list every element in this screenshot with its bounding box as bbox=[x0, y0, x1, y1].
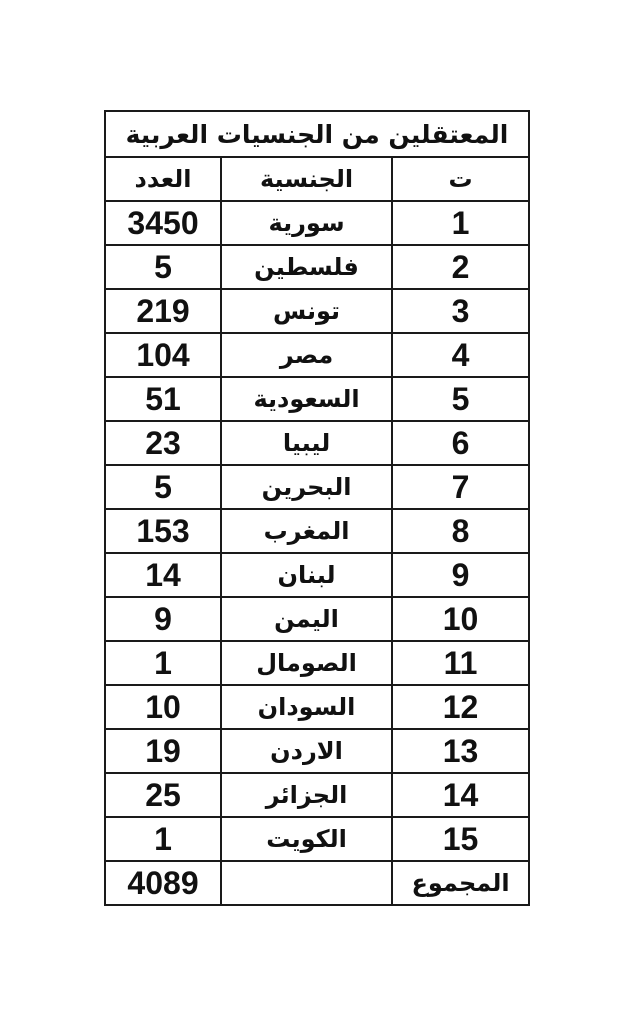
header-nationality: الجنسية bbox=[221, 157, 392, 201]
row-nationality: الجزائر bbox=[221, 773, 392, 817]
row-index: 7 bbox=[392, 465, 529, 509]
row-count: 23 bbox=[105, 421, 221, 465]
row-nationality: الاردن bbox=[221, 729, 392, 773]
total-nationality bbox=[221, 861, 392, 905]
document-sheet bbox=[104, 110, 528, 906]
header-row bbox=[105, 157, 529, 201]
row-nationality: ليبيا bbox=[221, 421, 392, 465]
row-nationality: السعودية bbox=[221, 377, 392, 421]
table-row bbox=[105, 641, 529, 685]
row-index: 5 bbox=[392, 377, 529, 421]
row-index: 8 bbox=[392, 509, 529, 553]
row-index: 1 bbox=[392, 201, 529, 245]
row-count: 3450 bbox=[105, 201, 221, 245]
table-row bbox=[105, 289, 529, 333]
row-nationality: الصومال bbox=[221, 641, 392, 685]
row-index: 10 bbox=[392, 597, 529, 641]
row-index: 9 bbox=[392, 553, 529, 597]
row-nationality: مصر bbox=[221, 333, 392, 377]
table-row bbox=[105, 685, 529, 729]
row-index: 12 bbox=[392, 685, 529, 729]
table-row bbox=[105, 597, 529, 641]
row-nationality: الكويت bbox=[221, 817, 392, 861]
row-count: 19 bbox=[105, 729, 221, 773]
row-nationality: تونس bbox=[221, 289, 392, 333]
row-nationality: سورية bbox=[221, 201, 392, 245]
total-row bbox=[105, 861, 529, 905]
table-body bbox=[105, 201, 529, 861]
header-count: العدد bbox=[105, 157, 221, 201]
row-index: 6 bbox=[392, 421, 529, 465]
table-row bbox=[105, 201, 529, 245]
row-count: 9 bbox=[105, 597, 221, 641]
table-row bbox=[105, 729, 529, 773]
table-title: المعتقلين من الجنسيات العربية bbox=[105, 111, 529, 157]
total-count: 4089 bbox=[105, 861, 221, 905]
header-index: ت bbox=[392, 157, 529, 201]
row-count: 1 bbox=[105, 817, 221, 861]
row-index: 3 bbox=[392, 289, 529, 333]
row-index: 15 bbox=[392, 817, 529, 861]
row-count: 104 bbox=[105, 333, 221, 377]
table-row bbox=[105, 245, 529, 289]
row-index: 2 bbox=[392, 245, 529, 289]
table-row bbox=[105, 421, 529, 465]
row-index: 11 bbox=[392, 641, 529, 685]
table-row bbox=[105, 773, 529, 817]
total-label: المجموع bbox=[392, 861, 529, 905]
table-row bbox=[105, 377, 529, 421]
row-count: 14 bbox=[105, 553, 221, 597]
row-nationality: المغرب bbox=[221, 509, 392, 553]
row-count: 153 bbox=[105, 509, 221, 553]
row-index: 4 bbox=[392, 333, 529, 377]
detainees-table bbox=[104, 110, 530, 906]
table-row bbox=[105, 553, 529, 597]
row-count: 51 bbox=[105, 377, 221, 421]
table-row bbox=[105, 509, 529, 553]
row-nationality: السودان bbox=[221, 685, 392, 729]
row-nationality: فلسطين bbox=[221, 245, 392, 289]
row-nationality: اليمن bbox=[221, 597, 392, 641]
row-nationality: لبنان bbox=[221, 553, 392, 597]
row-index: 14 bbox=[392, 773, 529, 817]
row-count: 1 bbox=[105, 641, 221, 685]
row-count: 5 bbox=[105, 465, 221, 509]
table-row bbox=[105, 817, 529, 861]
title-row bbox=[105, 111, 529, 157]
row-nationality: البحرين bbox=[221, 465, 392, 509]
row-index: 13 bbox=[392, 729, 529, 773]
row-count: 10 bbox=[105, 685, 221, 729]
row-count: 5 bbox=[105, 245, 221, 289]
row-count: 219 bbox=[105, 289, 221, 333]
table-row bbox=[105, 465, 529, 509]
table-row bbox=[105, 333, 529, 377]
row-count: 25 bbox=[105, 773, 221, 817]
